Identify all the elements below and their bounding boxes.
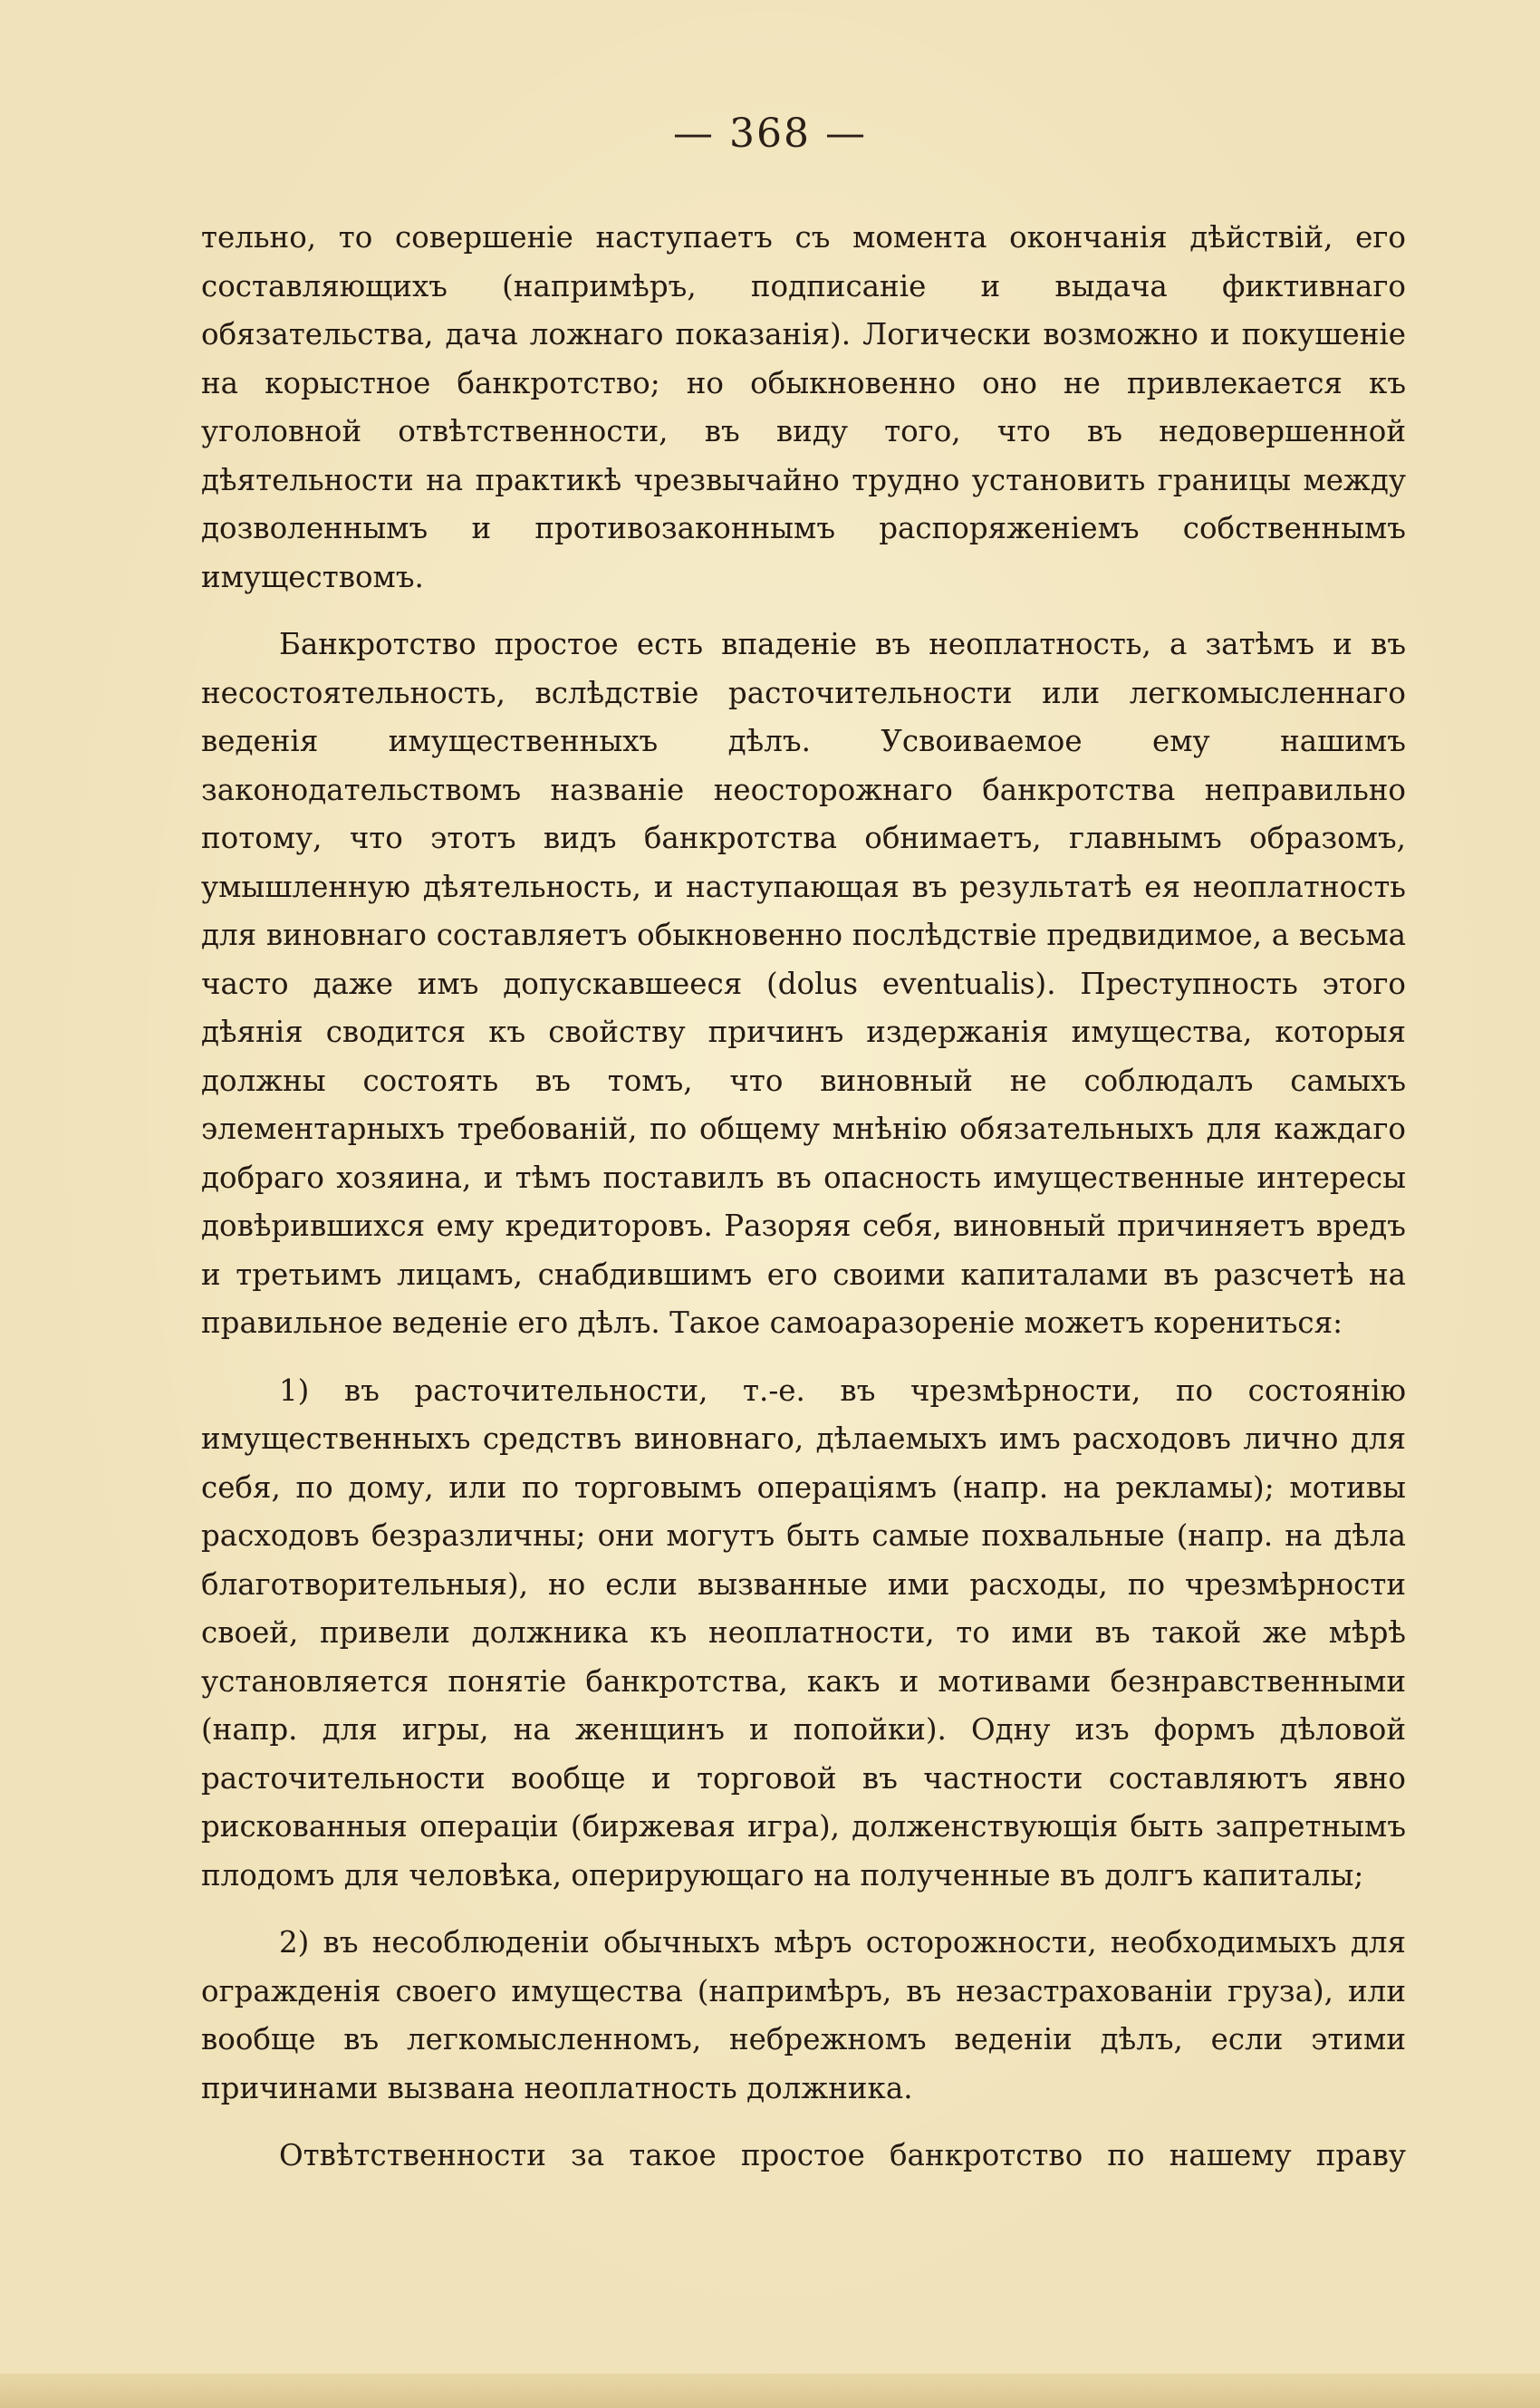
page-bottom-edge [0, 2374, 1540, 2408]
paragraph-item-2: 2) въ несоблюденіи обычныхъ мѣръ осторожности, необходимыхъ для огражденія своего имущества (напримѣръ, въ незастрахованіи груза), или вообще въ легкомысленномъ, небрежномъ веденіи дѣлъ, если этими причинами вызвана неоплатность должника. [201, 1925, 1406, 2105]
body-text [201, 214, 1406, 2200]
paragraph-liability: Отвѣтственности за такое простое банкротство по нашему праву [279, 2138, 1406, 2172]
paragraph-simple-bankruptcy: Банкротство простое есть впаденіе въ неоплатность, а затѣмъ и въ несостоятельность, вслѣдствіе расточительности или легкомысленнаго веденія имущественныхъ дѣлъ. Усвоиваемое ему нашимъ законодательствомъ названіе неосторожнаго банкротства неправильно потому, что этотъ видъ банкротства обнимаетъ, главнымъ образомъ, умышленную дѣятельность, и наступающая въ результатѣ ея неоплатность для виновнаго составляетъ обыкновенно послѣдствіе предвидимое, а весьма часто даже имъ допускавшееся (dolus eventualis). Преступность этого дѣянія сводится къ свойству причинъ издержанія имущества, которыя должны состоять въ томъ, что виновный не соблюдалъ самыхъ элементарныхъ требованій, по общему мнѣнію обязательныхъ для каждаго добраго хозяина, и тѣмъ поставилъ въ опасность имущественные интересы довѣрившихся ему кредиторовъ. Разоряя себя, виновный причиняетъ вредъ и третьимъ лицамъ, снабдившимъ его своими капиталами въ разсчетѣ на правильное веденіе его дѣлъ. Такое самоаразореніе можетъ корениться: [201, 627, 1406, 1340]
paragraph-continuation: тельно, то совершеніе наступаетъ съ момента окончанія дѣйствій, его составляющихъ (напримѣръ, подписаніе и выдача фиктивнаго обязательства, дача ложнаго показанія). Логически возможно и покушеніе на корыстное банкротство; но обыкновенно оно не привлекается къ уголовной отвѣтственности, въ виду того, что въ недовершенной дѣятельности на практикѣ чрезвычайно трудно установить границы между дозволеннымъ и противозаконнымъ распоряженіемъ собственнымъ имуществомъ. [201, 220, 1406, 594]
page-number-header: — 368 — [673, 111, 867, 157]
paragraph-item-1: 1) въ расточительности, т.-е. въ чрезмѣрности, по состоянію имущественныхъ средствъ виновнаго, дѣлаемыхъ имъ расходовъ лично для себя, по дому, или по торговымъ операціямъ (напр. на рекламы); мотивы расходовъ безразличны; они могутъ быть самые похвальные (напр. на дѣла благотворительныя), но если вызванные ими расходы, по чрезмѣрности своей, привели должника къ неоплатности, то ими въ такой же мѣрѣ установляется понятіе банкротства, какъ и мотивами безнравственными (напр. для игры, на женщинъ и попойки). Одну изъ формъ дѣловой расточительности вообще и торговой въ частности составляютъ явно рискованныя операціи (биржевая игра), долженствующія быть запретнымъ плодомъ для человѣка, оперирующаго на полученные въ долгъ капиталы; [201, 1373, 1406, 1893]
